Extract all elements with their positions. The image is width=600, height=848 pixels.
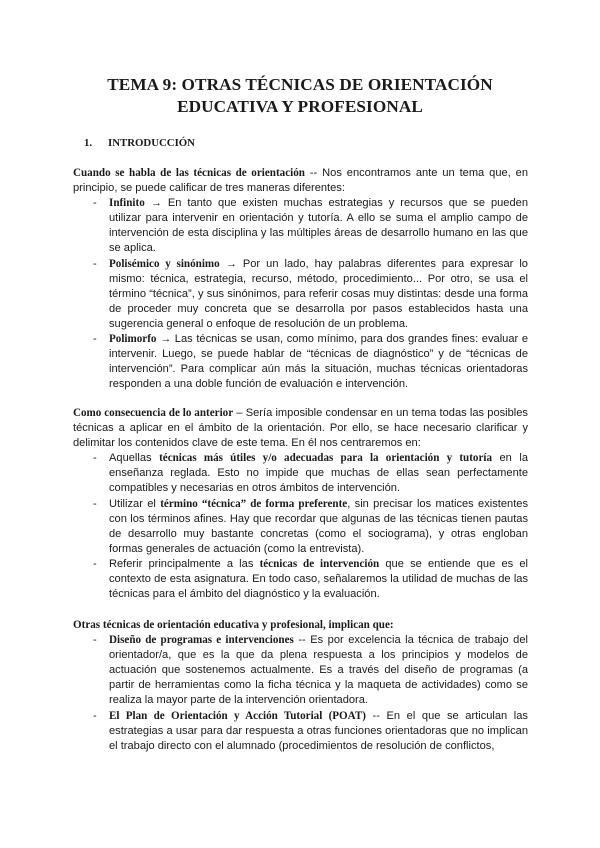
list-item: - El Plan de Orientación y Acción Tutorial (POAT) -- En el que se articulan las estrategias a usar para dar respuesta a otras funciones orientadoras que no implican el trabajo directo con el alumnado (procedimientos de resolución de conflictos, — [73, 709, 528, 754]
section-heading — [84, 136, 195, 151]
bullet-list — [73, 451, 528, 602]
item-term: Diseño de programas e intervenciones — [109, 634, 294, 647]
item-term: técnicas más útiles y/o adecuadas para la orientación y tutoría — [159, 452, 492, 465]
paragraph: Como consecuencia de lo anterior – Sería imposible condensar en un tema todas las posibles técnicas a aplicar en el ámbito de la orientación. Por ello, se hace necesario clarificar y delimitar los contenidos clave de este tema. En él nos centraremos en: — [73, 407, 528, 450]
paragraph-lead: Como consecuencia de lo anterior — [73, 407, 234, 419]
paragraph-lead: Cuando se habla de las técnicas de orientación — [73, 167, 305, 179]
paragraph — [73, 618, 528, 633]
list-item: - Polisémico y sinónimo → Por un lado, hay palabras diferentes para expresar lo mismo: técnica, estrategia, recurso, método, procedimiento... Por otro, se usa el término “técnica”, y sus sinónimos, para referir cosas muy distintas: desde una forma de proceder muy concreta que se desarrolla por pasos establecidos hasta una sugerencia general o enfoque de resolución de un problema. — [73, 257, 528, 332]
item-term: Polimorfo — [109, 333, 157, 346]
bullet-list — [73, 196, 528, 392]
section-title: INTRODUCCIÓN — [108, 137, 195, 149]
item-term: Infinito — [109, 197, 145, 210]
item-term: Polisémico y sinónimo — [109, 257, 220, 270]
section-number: 1. — [84, 137, 93, 149]
item-term: El Plan de Orientación y Acción Tutorial (POAT) — [109, 709, 366, 722]
list-item: - Diseño de programas e intervenciones -- Es por excelencia la técnica de trabajo del orientador/a, que es la que da plena respuesta a los principios y modelos de actuación que sostenemos actualmente. Es a través del diseño de programas (a partir de herramientas como la ficha técnica y la maqueta de actividades) como se realiza la mayor parte de la intervención orientadora. — [73, 633, 528, 708]
list-item: - Aquellas técnicas más útiles y/o adecuadas para la orientación y tutoría en la enseñanza reglada. Esto no impide que muchas de ellas sean perfectamente compatibles y necesarias en otros ámbitos de intervención. — [73, 451, 528, 496]
paragraph-lead: Otras técnicas de orientación educativa y profesional, implican que: — [73, 619, 394, 631]
item-term: término “técnica” de forma preferente — [160, 497, 348, 510]
list-item: - Referir principalmente a las técnicas de intervención que se entiende que es el contexto de esta asignatura. En todo caso, señalaremos la utilidad de muchas de las técnicas para el ámbito del diagnóstico y la evaluación. — [73, 557, 528, 602]
item-term: técnicas de intervención — [259, 557, 380, 570]
paragraph: Cuando se habla de las técnicas de orientación -- Nos encontramos ante un tema que, en principio, se puede calificar de tres maneras diferentes: — [73, 167, 528, 195]
list-item: - Polimorfo → Las técnicas se usan, como mínimo, para dos grandes fines: evaluar e intervenir. Luego, se puede hablar de “técnicas de diagnóstico” y de “técnicas de intervención”. Para complicar aún más la situación, muchas técnicas orientadoras responden a una doble función de evaluación e intervención. — [73, 332, 528, 392]
bullet-list — [73, 633, 528, 754]
list-item: - Infinito → En tanto que existen muchas estrategias y recursos que se pueden utilizar para intervenir en orientación y tutoría. A ello se suma el amplio campo de intervención de esta disciplina y las múltiples áreas de desarrollo humano en las que se aplica. — [73, 196, 528, 256]
title-line-2: EDUCATIVA Y PROFESIONAL — [177, 97, 423, 116]
list-item: - Utilizar el término “técnica” de forma preferente, sin precisar los matices existentes con los términos afines. Hay que recordar que algunas de las técnicas tienen pautas de desarrollo muy bastante concretas (como el sociograma), y otras engloban formas generales de actuación (como la entrevista). — [73, 497, 528, 557]
intro-block-3 — [73, 618, 528, 754]
document-title — [0, 74, 600, 118]
intro-block-1 — [73, 166, 528, 392]
title-line-1: TEMA 9: OTRAS TÉCNICAS DE ORIENTACIÓN — [107, 75, 493, 94]
intro-block-2 — [73, 406, 528, 602]
